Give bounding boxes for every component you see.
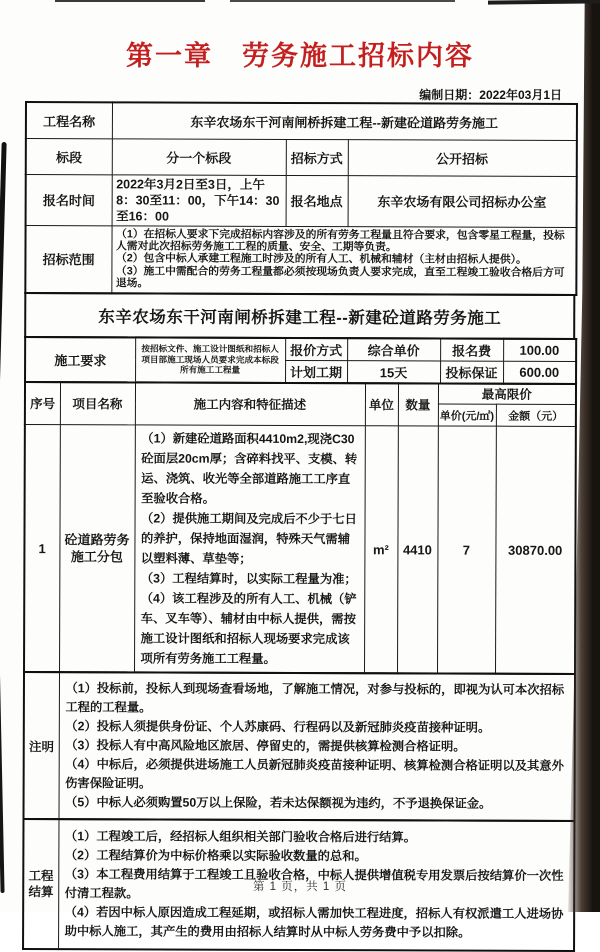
banner-table xyxy=(24,292,575,340)
scan-edge-top-left xyxy=(55,0,205,2)
compile-date: 编制日期：2022年03月1日 xyxy=(419,88,562,102)
signup-fee-value: 100.00 xyxy=(503,338,576,361)
table-row xyxy=(25,293,574,339)
scan-edge-left-upper xyxy=(0,142,7,404)
signup-place-value: 东辛农场有限公司招标办公室 xyxy=(348,175,577,227)
table-header-row xyxy=(25,382,576,405)
page-number-footer: 第 1 页，共 1 页 xyxy=(252,881,348,893)
plan-period-label: 计划工期 xyxy=(285,360,347,383)
item-qty: 4410 xyxy=(397,426,438,674)
notes-content: （1）投标前，投标人到现场查看场地，了解施工情况，对参与投标的，即视为认可本次招标工程的工程量。 （2）投标人须提供身份证、个人苏康码、行程码以及新冠肺炎疫苗接种证明。 （3）投标人有中高风险地区旅居、停留史的，需提供核算检测合格证明。 （4）中标后，必须提供进场施工人员新冠肺炎疫苗接种证明、核算检测合格证明以及其意外伤害保险证明。 （5）中标人必须购置50万以上保险，若未达保额视为违约，不予退换保证金。 xyxy=(58,672,575,821)
signup-place-label: 报名地点 xyxy=(286,175,348,226)
requirement-label: 施工要求 xyxy=(25,337,135,382)
project-name-value: 东辛农场东干河南闸桥拆建工程--新建砼道路劳务施工 xyxy=(112,102,577,140)
table-row xyxy=(26,138,577,176)
items-table xyxy=(23,381,577,675)
settlement-label: 工程结算 xyxy=(23,819,58,949)
item-no: 1 xyxy=(24,425,60,673)
col-header-max-price: 最高限价 xyxy=(438,383,576,404)
info-table xyxy=(24,101,578,295)
scan-edge-top-middle xyxy=(230,0,455,2)
col-header-no: 序号 xyxy=(25,382,60,425)
page-title: 第一章 劳务施工招标内容 xyxy=(126,41,474,71)
item-desc: （1）新建砼道路面积4410m2,现浇C30砼面层20cm厚；含碎料找平、支模、转运、浇筑、收光等全部道路施工工序直至验收合格。 （2）提供施工期间及完成后不少于七日的养护，保持地面湿润，特殊天气需辅以塑料薄、草垫等； （3）工程结算时，以实际工程量为准； （4）该工程涉及的所有人工、机械（铲车、叉车等）、辅材由中标人提供，需按施工设计图纸和招标人现场要求完成该项所有劳务施工工程量。 xyxy=(134,425,365,673)
item-unit-price: 7 xyxy=(437,426,496,674)
requirement-desc: 按招标文件、施工设计图纸和招标人项目部施工现场人员要求完成本标段所有施工工程量 xyxy=(135,337,285,383)
bid-method-label: 招标方式 xyxy=(286,139,348,175)
project-banner: 东辛农场东干河南闸桥拆建工程--新建砼道路劳务施工 xyxy=(25,293,574,339)
table-row xyxy=(23,672,575,821)
col-header-unit: 单位 xyxy=(365,383,398,426)
quote-method-label: 报价方式 xyxy=(285,337,347,360)
project-name-label: 工程名称 xyxy=(26,102,112,138)
col-header-unit-price: 单价(元/㎡) xyxy=(438,404,496,426)
bid-bond-label: 投标保证 xyxy=(440,361,503,384)
notes-label: 注明 xyxy=(23,672,59,819)
col-header-amount: 金额（元） xyxy=(496,404,576,426)
settlement-content: （1）工程竣工后，经招标人组织相关部门验收合格后进行结算。 （2）工程结算价为中标价格乘以实际验收数量的总和。 （3）本工程费用结算于工程竣工且验收合格，中标人提供增值税专用发票后按结算价一次性付清工程款。 （4）若因中标人原因造成工程延期，或招标人需加快工程进度，招标人有权派遣工人进场协助中标人施工，其产生的费用由招标人结算时从中标人劳务费中予以扣除。 xyxy=(58,819,574,951)
item-name: 砼道路劳务施工分包 xyxy=(59,425,135,673)
col-header-qty: 数量 xyxy=(398,383,438,426)
bid-bond-value: 600.00 xyxy=(503,361,576,384)
section-label: 标段 xyxy=(26,138,112,174)
scope-content: （1）在招标人要求下完成招标内容涉及的所有劳务工程量且符合要求，包含零星工程量，投标人需对此次招标劳务施工工程的质量、安全、工期等负责。 （2）包含中标人承建工程施工时涉及的所有人工、机械和辅材（主材由招标人提供）。 （3）施工中需配合的劳务工程量都必须按现场负责人要求完成，直至工程竣工验收合格后方可退场。 xyxy=(111,225,576,294)
item-unit: m² xyxy=(364,426,398,674)
document-table xyxy=(22,101,576,952)
quote-method-value: 综合单价 xyxy=(347,338,440,361)
table-row xyxy=(25,337,576,361)
scan-edge-top-right xyxy=(488,0,600,5)
section-value: 分一个标段 xyxy=(112,138,286,175)
table-row xyxy=(26,174,577,227)
item-amount: 30870.00 xyxy=(495,426,576,674)
signup-fee-label: 报名费 xyxy=(440,338,503,361)
signup-time-value: 2022年3月2日至3日，上午8：30至11：00，下午14：30至16：00 xyxy=(112,174,286,226)
col-header-name: 项目名称 xyxy=(60,382,135,425)
scan-edge-left-lower xyxy=(0,648,5,893)
item-row xyxy=(24,425,576,674)
plan-period-value: 15天 xyxy=(347,360,440,383)
table-row xyxy=(26,102,577,140)
col-header-desc: 施工内容和特征描述 xyxy=(135,382,365,426)
bid-method-value: 公开招标 xyxy=(348,139,577,176)
table-row xyxy=(25,225,576,294)
requirement-table xyxy=(24,336,577,385)
notes-table xyxy=(22,671,576,822)
signup-time-label: 报名时间 xyxy=(26,174,112,225)
scope-label: 招标范围 xyxy=(25,225,111,293)
